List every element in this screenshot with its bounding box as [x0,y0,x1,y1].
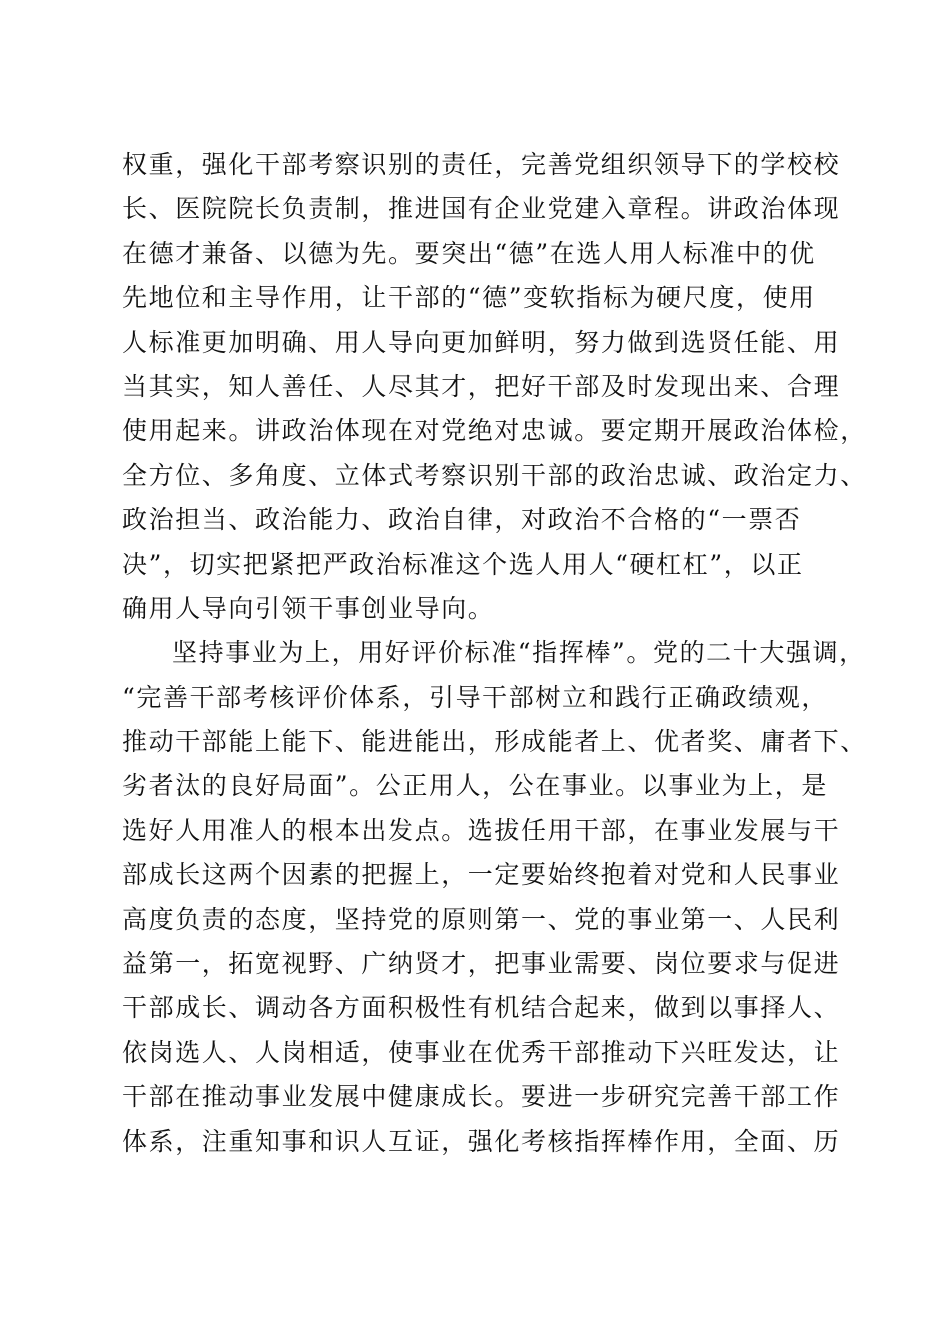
body-text [122,143,867,1164]
text-line: 选好人用准人的根本出发点。选拔任用干部，在事业发展与干 [122,815,841,845]
text-line: 政治担当、政治能力、政治自律，对政治不合格的“一票否 [122,505,802,535]
text-line: 干部成长、调动各方面积极性有机结合起来，做到以事择人、 [122,993,841,1023]
text-line: 确用人导向引领干事创业导向。 [122,593,495,623]
text-line: 先地位和主导作用，让干部的“德”变软指标为硬尺度，使用 [122,283,816,313]
text-line: 长、医院院长负责制，推进国有企业党建入章程。讲政治体现 [122,194,841,224]
text-line: 干部在推动事业发展中健康成长。要进一步研究完善干部工作 [122,1082,841,1112]
text-line: 劣者汰的良好局面”。公正用人，公在事业。以事业为上，是 [122,771,828,801]
text-line: 使用起来。讲政治体现在对党绝对忠诚。要定期开展政治体检， [122,416,867,446]
text-line: “完善干部考核评价体系，引导干部树立和践行正确政绩观， [122,682,828,712]
text-line: 推动干部能上能下、能进能出，形成能者上、优者奖、庸者下、 [122,727,867,757]
text-line: 当其实，知人善任、人尽其才，把好干部及时发现出来、合理 [122,371,841,401]
text-line: 权重，强化干部考察识别的责任，完善党组织领导下的学校校 [122,150,841,179]
text-line: 部成长这两个因素的把握上，一定要始终抱着对党和人民事业 [122,860,841,890]
text-line: 高度负责的态度，坚持党的原则第一、党的事业第一、人民利 [122,904,841,934]
text-line: 决”，切实把紧把严政治标准这个选人用人“硬杠杠”，以正 [122,549,804,579]
text-line: 益第一，拓宽视野、广纳贤才，把事业需要、岗位要求与促进 [122,949,841,979]
text-line: 全方位、多角度、立体式考察识别干部的政治忠诚、政治定力、 [122,460,867,490]
text-line: 人标准更加明确、用人导向更加鲜明，努力做到选贤任能、用 [122,327,841,357]
text-line: 体系，注重知事和识人互证，强化考核指挥棒作用，全面、历 [122,1126,841,1156]
text-line: 在德才兼备、以德为先。要突出“德”在选人用人标准中的优 [122,238,816,268]
text-line: 依岗选人、人岗相适，使事业在优秀干部推动下兴旺发达，让 [122,1037,841,1067]
paragraph-start-line: 坚持事业为上，用好评价标准“指挥棒”。党的二十大强调， [172,638,866,668]
